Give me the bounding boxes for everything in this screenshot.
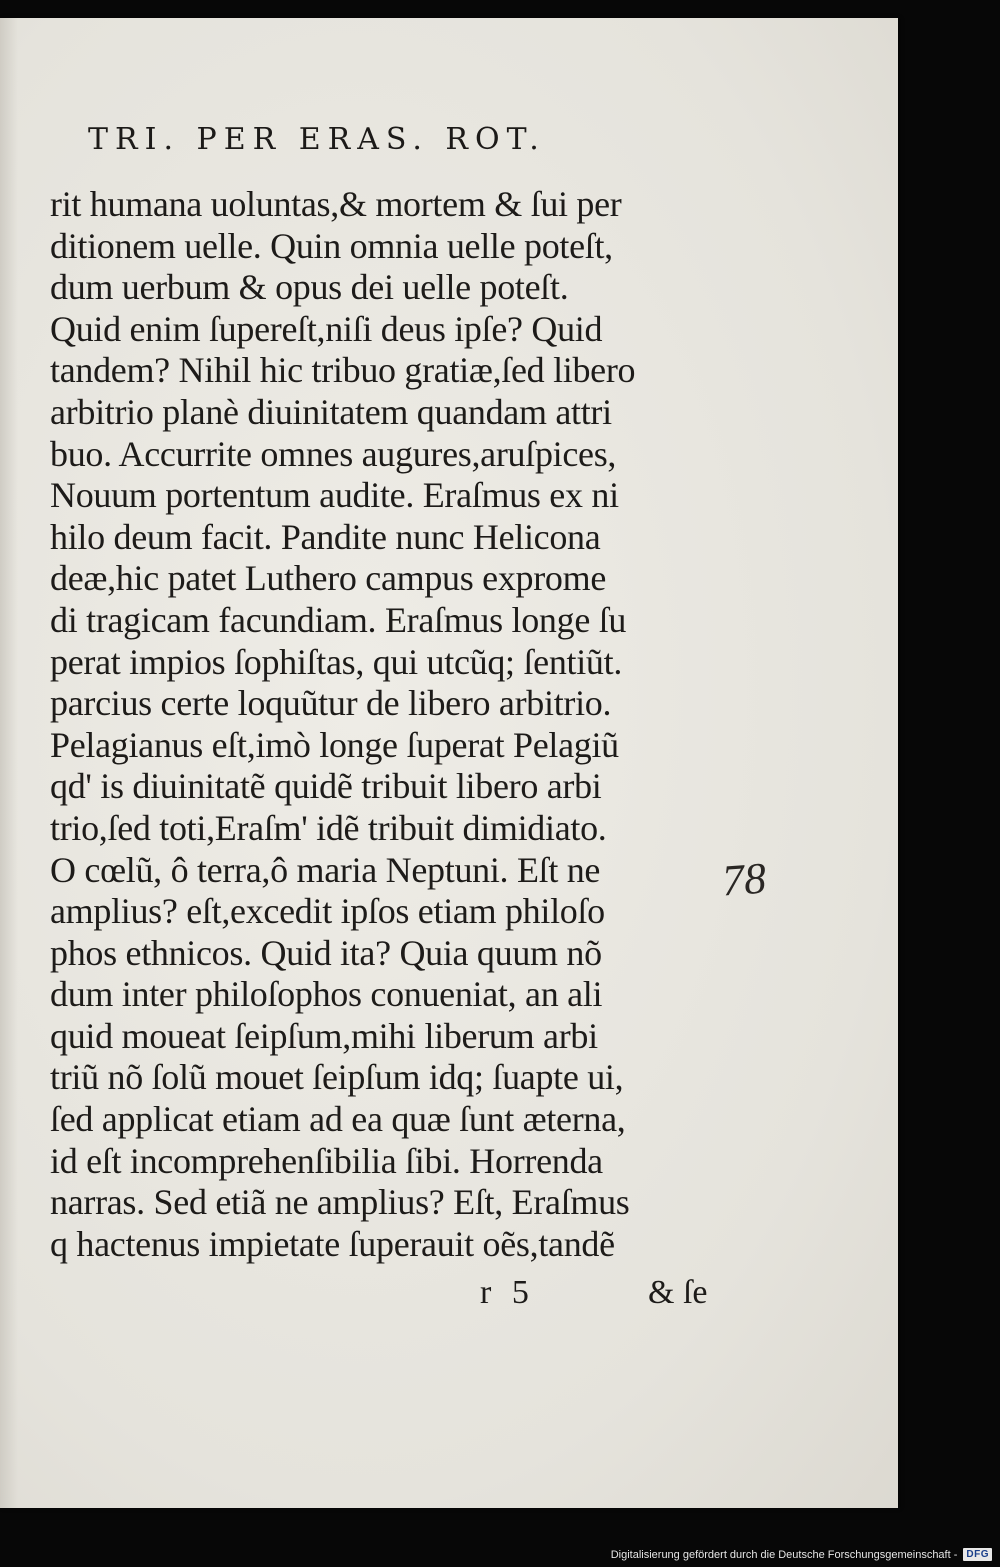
text-line: buo. Accurrite omnes augures,aruſpices, (50, 433, 617, 474)
body-text (50, 184, 740, 1265)
catchword: & ſe (648, 1274, 708, 1311)
signature-mark: r 5 (480, 1274, 529, 1311)
text-line: Pelagianus eſt,imò longe ſuperat Pelagiũ (50, 724, 619, 765)
text-line: phos ethnicos. Quid ita? Quia quum nõ (50, 932, 602, 973)
text-line: Quid enim ſupereſt,niſi deus ipſe? Quid (50, 308, 603, 349)
text-line: Nouum portentum audite. Eraſmus ex ni (50, 475, 619, 516)
dfg-logo-icon: DFG (963, 1548, 992, 1561)
text-line: di tragicam facundiam. Eraſmus longe ſu (50, 599, 627, 640)
running-head: TRI. PER ERAS. ROT. (88, 122, 546, 157)
text-line: amplius? eſt,excedit ipſos etiam philoſo (50, 891, 605, 932)
page-edge-shadow (0, 18, 18, 1508)
text-line: perat impios ſophiſtas, qui utcũq; ſentiũt. (50, 641, 623, 682)
text-line: parcius certe loquũtur de libero arbitrio. (50, 683, 612, 724)
text-line: id eſt incomprehenſibilia ſibi. Horrenda (50, 1140, 603, 1181)
text-line: quid moueat ſeipſum,mihi liberum arbi (50, 1015, 598, 1056)
text-line: trio,ſed toti,Eraſm' idẽ tribuit dimidiato. (50, 807, 607, 848)
text-line: ditionem uelle. Quin omnia uelle poteſt, (50, 225, 613, 266)
text-line: hilo deum facit. Pandite nunc Helicona (50, 516, 601, 557)
credit-text: Digitalisierung gefördert durch die Deutsche Forschungsgemeinschaft - (610, 1548, 958, 1561)
text-line: O cœlũ, ô terra,ô maria Neptuni. Eſt ne (50, 849, 601, 890)
text-line: dum uerbum & opus dei uelle poteſt. (50, 267, 569, 308)
digitization-credit (611, 1548, 992, 1561)
text-line: dum inter philoſophos conueniat, an ali (50, 974, 603, 1015)
text-line: deæ,hic patet Luthero campus exprome (50, 558, 607, 599)
text-line: rit humana uoluntas,& mortem & ſui per (50, 184, 622, 224)
text-line: q hactenus impietate ſuperauit oẽs,tandẽ (50, 1223, 615, 1264)
text-line: tandem? Nihil hic tribuo gratiæ,ſed libero (50, 350, 636, 391)
text-line: arbitrio planè diuinitatem quandam attri (50, 391, 612, 432)
text-line: triũ nõ ſolũ mouet ſeipſum idq; ſuapte ui, (50, 1057, 624, 1098)
text-line: qd' is diuinitatẽ quidẽ tribuit libero arbi (50, 766, 602, 807)
text-line: ſed applicat etiam ad ea quæ ſunt æterna, (50, 1099, 626, 1140)
handwritten-folio-number: 78 (720, 853, 768, 906)
text-line: narras. Sed etiã ne amplius? Eſt, Eraſmus (50, 1182, 630, 1223)
book-page (0, 18, 898, 1508)
